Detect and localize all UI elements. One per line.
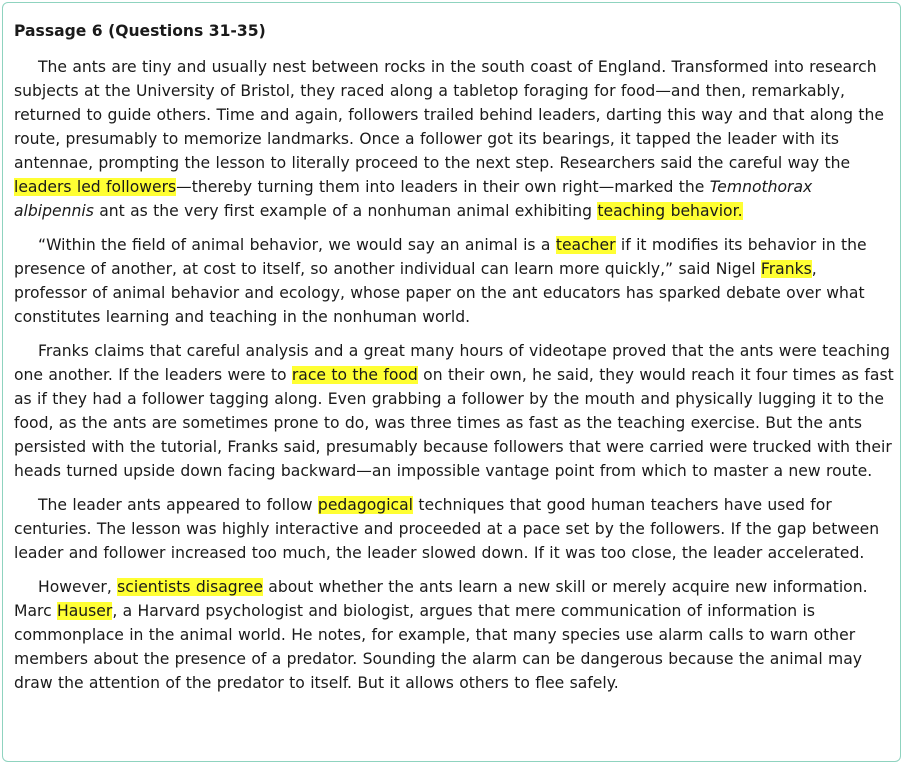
passage-paragraph [14, 339, 894, 483]
paragraph-text: , a Harvard psychologist and biologist, argues that mere communication of information is commonplace in the animal world. He notes, for example, that many species use alarm calls to warn other members about the presence of a predator. Sounding the alarm can be dangerous because the animal may draw the attention of the predator to itself. But it allows others to flee safely. [14, 602, 862, 692]
paragraph-text: on their own, he said, they would reach it four times as fast as if they had a follower tagging along. Even grabbing a follower by the mouth and physically lugging it to the food, as the ants are sometimes prone to do, was three times as fast as the teaching exercise. But the ants persisted with the tutorial, Franks said, presumably because followers that were carried were trucked with their heads turned upside down facing backward—an impossible vantage point from which to master a new route. [14, 366, 894, 480]
paragraph-text: , professor of animal behavior and ecology, whose paper on the ant educators has sparked debate over what constitutes learning and teaching in the nonhuman world. [14, 260, 865, 326]
paragraph-text: The leader ants appeared to follow [38, 496, 318, 514]
paragraph-text: “Within the field of animal behavior, we would say an animal is a [38, 236, 556, 254]
highlighted-text: teacher [555, 236, 616, 254]
highlighted-text: pedagogical [317, 496, 413, 514]
highlighted-text: Hauser [57, 602, 113, 620]
paragraph-text: techniques that good human teachers have used for centuries. The lesson was highly interactive and proceeded at a pace set by the followers. If the gap between leader and follower increased too much, the leader slowed down. If it was too close, the leader accelerated. [14, 496, 880, 562]
paragraph-text: Franks claims that careful analysis and a great many hours of videotape proved that the ants were teaching one another. If the leaders were to [14, 342, 890, 384]
highlighted-text: teaching behavior. [597, 202, 743, 220]
highlighted-text: Franks [760, 260, 812, 278]
passage-paragraph [14, 493, 894, 565]
passage-paragraph [14, 233, 894, 329]
species-name: Temnothorax albipennis [14, 178, 813, 220]
paragraph-text: However, [38, 578, 118, 596]
paragraph-text: The ants are tiny and usually nest between rocks in the south coast of England. Transformed into research subjects at the University of Bristol, they raced along a tabletop foraging for food—and then, remarkably, returned to guide others. Time and again, followers trailed behind leaders, darting this way and that along the route, presumably to memorize landmarks. Once a follower got its bearings, it tapped the leader with its antennae, prompting the lesson to literally proceed to the next step. Researchers said the careful way the [14, 58, 885, 172]
passage-content [14, 19, 894, 705]
passage-title: Passage 6 (Questions 31-35) [14, 22, 266, 40]
paragraph-text: —thereby turning them into leaders in their own right—marked the [176, 178, 710, 196]
highlighted-text: race to the food [291, 366, 418, 384]
highlighted-text: leaders led followers [14, 178, 177, 196]
highlighted-text: scientists disagree [117, 578, 263, 596]
paragraph-text: if it modifies its behavior in the presence of another, at cost to itself, so another individual can learn more quickly,” said Nigel [14, 236, 867, 278]
passage-paragraph [14, 55, 894, 223]
paragraph-text: about whether the ants learn a new skill or merely acquire new information. Marc [14, 578, 868, 620]
paragraph-text: ant as the very first example of a nonhuman animal exhibiting [93, 202, 598, 220]
passage-paragraph [14, 575, 894, 695]
